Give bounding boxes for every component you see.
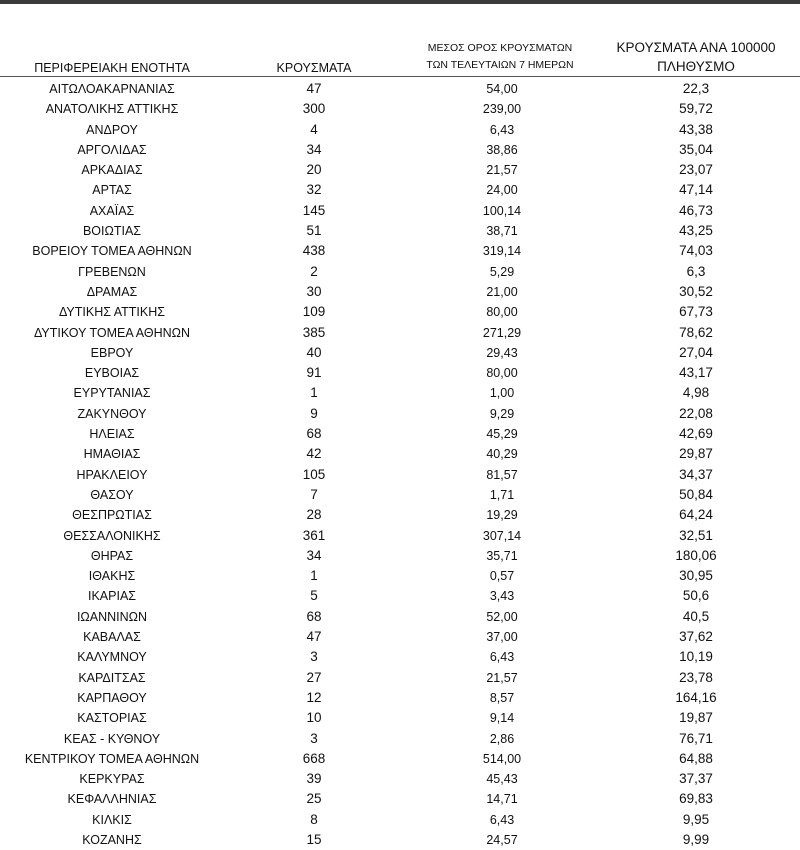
- cell-region: ΑΡΚΑΔΙΑΣ: [81, 163, 143, 178]
- cell-avg: 29,43: [486, 345, 518, 360]
- cell-cases: 10: [306, 710, 322, 726]
- cell-cases: 3: [310, 730, 318, 746]
- cell-region: ΘΗΡΑΣ: [90, 548, 134, 563]
- table-row: [0, 546, 800, 566]
- table-row: [0, 688, 800, 708]
- cell-region: ΔΥΤΙΚΟΥ ΤΟΜΕΑ ΑΘΗΝΩΝ: [33, 325, 191, 340]
- table-row: [0, 99, 800, 119]
- cell-per: 46,73: [679, 202, 713, 218]
- cell-per: 69,83: [679, 791, 713, 807]
- header-avg-line2: ΤΩΝ ΤΕΛΕΥΤΑΙΩΝ 7 ΗΜΕΡΩΝ: [426, 59, 574, 71]
- cell-cases: 34: [306, 141, 322, 157]
- cell-avg: 81,57: [486, 467, 518, 482]
- table-row: [0, 708, 800, 728]
- table-header: [0, 38, 800, 76]
- cell-cases: 30: [306, 283, 322, 299]
- cell-cases: 28: [306, 507, 322, 523]
- cell-region: ΚΑΣΤΟΡΙΑΣ: [77, 711, 147, 726]
- cell-avg: 19,29: [486, 508, 518, 523]
- cell-region: ΘΑΣΟΥ: [90, 487, 134, 502]
- cell-cases: 68: [306, 608, 322, 624]
- cell-cases: 361: [302, 527, 326, 543]
- cell-per: 43,17: [679, 365, 713, 381]
- table-row: [0, 526, 800, 546]
- table-row: [0, 79, 800, 99]
- header-per-line2: ΠΛΗΘΥΣΜΟ: [657, 59, 735, 74]
- cell-cases: 3: [310, 649, 318, 665]
- cell-region: ΚΕΝΤΡΙΚΟΥ ΤΟΜΕΑ ΑΘΗΝΩΝ: [24, 751, 200, 766]
- cell-region: ΚΕΦΑΛΛΗΝΙΑΣ: [67, 792, 157, 807]
- cell-region: ΔΥΤΙΚΗΣ ΑΤΤΙΚΗΣ: [59, 305, 165, 320]
- table-row: [0, 120, 800, 140]
- cell-region: ΚΑΒΑΛΑΣ: [83, 630, 141, 645]
- cell-cases: 1: [310, 568, 318, 584]
- cell-per: 35,04: [679, 141, 713, 157]
- cell-avg: 307,14: [482, 528, 522, 543]
- cell-avg: 45,43: [486, 772, 518, 787]
- cell-region: ΕΥΒΟΙΑΣ: [84, 366, 140, 381]
- cell-cases: 1: [310, 385, 318, 401]
- cell-per: 78,62: [679, 324, 713, 340]
- cell-per: 164,16: [675, 689, 717, 705]
- cell-avg: 1,00: [489, 386, 515, 401]
- cell-region: ΒΟΡΕΙΟΥ ΤΟΜΕΑ ΑΘΗΝΩΝ: [32, 244, 192, 259]
- cell-cases: 91: [306, 365, 322, 381]
- table-row: [0, 404, 800, 424]
- table-row: [0, 810, 800, 830]
- cell-per: 34,37: [679, 466, 713, 482]
- table-row: [0, 160, 800, 180]
- cell-avg: 2,86: [489, 731, 515, 746]
- header-region: ΠΕΡΙΦΕΡΕΙΑΚΗ ΕΝΟΤΗΤΑ: [34, 61, 190, 75]
- cell-avg: 9,14: [489, 711, 515, 726]
- cell-avg: 24,57: [486, 832, 518, 847]
- table-row: [0, 343, 800, 363]
- cell-region: ΔΡΑΜΑΣ: [86, 284, 138, 299]
- cell-per: 47,14: [679, 182, 713, 198]
- cell-per: 50,84: [679, 486, 713, 502]
- cell-cases: 105: [302, 466, 326, 482]
- cell-per: 22,3: [682, 81, 710, 96]
- cell-avg: 14,71: [486, 792, 518, 807]
- table-row: [0, 140, 800, 160]
- table-row: [0, 729, 800, 749]
- header-avg-line1: ΜΕΣΟΣ ΟΡΟΣ ΚΡΟΥΣΜΑΤΩΝ: [427, 42, 573, 54]
- cell-per: 67,73: [679, 304, 713, 320]
- cell-per: 64,24: [679, 507, 713, 523]
- table-row: [0, 830, 800, 850]
- cell-cases: 15: [306, 831, 322, 847]
- cell-cases: 39: [306, 771, 322, 787]
- cell-avg: 319,14: [482, 244, 522, 259]
- cell-avg: 54,00: [486, 82, 518, 96]
- table-row: [0, 363, 800, 383]
- table-row: [0, 465, 800, 485]
- cell-cases: 9: [310, 405, 318, 421]
- cell-region: ΖΑΚΥΝΘΟΥ: [77, 406, 147, 421]
- cell-per: 37,62: [679, 629, 713, 645]
- table-row: [0, 586, 800, 606]
- cell-cases: 47: [306, 81, 322, 96]
- cell-per: 43,38: [679, 121, 713, 137]
- table-row: [0, 201, 800, 221]
- cell-cases: 145: [302, 202, 326, 218]
- cell-region: ΚΑΡΔΙΤΣΑΣ: [78, 670, 146, 685]
- cell-region: ΗΛΕΙΑΣ: [89, 427, 135, 442]
- cell-cases: 34: [306, 547, 322, 563]
- cell-cases: 8: [310, 811, 318, 827]
- cell-avg: 6,43: [489, 812, 515, 827]
- cell-region: ΚΕΑΣ - ΚΥΘΝΟΥ: [63, 731, 161, 746]
- cell-per: 76,71: [679, 730, 713, 746]
- table-row: [0, 607, 800, 627]
- cell-per: 40,5: [682, 608, 710, 624]
- cell-region: ΚΙΛΚΙΣ: [92, 812, 132, 827]
- cell-per: 27,04: [679, 344, 713, 360]
- table-row: [0, 262, 800, 282]
- cell-region: ΒΟΙΩΤΙΑΣ: [82, 224, 142, 239]
- cell-cases: 51: [306, 223, 322, 239]
- cell-per: 180,06: [675, 547, 717, 563]
- table-row: [0, 221, 800, 241]
- table-row: [0, 505, 800, 525]
- table-body: [0, 79, 800, 850]
- cell-avg: 1,71: [489, 487, 515, 502]
- cell-cases: 40: [306, 344, 322, 360]
- table-row: [0, 627, 800, 647]
- cell-per: 19,87: [679, 710, 713, 726]
- cell-avg: 40,29: [486, 447, 518, 462]
- cell-per: 10,19: [679, 649, 713, 665]
- cell-cases: 47: [306, 629, 322, 645]
- cell-avg: 80,00: [486, 305, 518, 320]
- cell-avg: 6,43: [489, 650, 515, 665]
- cell-region: ΑΧΑΪΑΣ: [89, 203, 135, 218]
- cell-region: ΑΙΤΩΛΟΑΚΑΡΝΑΝΙΑΣ: [49, 82, 175, 96]
- cell-cases: 300: [302, 101, 326, 117]
- cell-per: 43,25: [679, 223, 713, 239]
- cell-per: 29,87: [679, 446, 713, 462]
- table-row: [0, 444, 800, 464]
- cell-region: ΘΕΣΠΡΩΤΙΑΣ: [72, 508, 152, 523]
- cell-per: 22,08: [679, 405, 713, 421]
- header-cases: ΚΡΟΥΣΜΑΤΑ: [276, 61, 352, 75]
- cell-avg: 3,43: [489, 589, 515, 604]
- cell-avg: 6,43: [489, 122, 515, 137]
- cell-region: ΑΡΓΟΛΙΔΑΣ: [77, 142, 147, 157]
- table-row: [0, 241, 800, 261]
- table-row: [0, 383, 800, 403]
- cell-region: ΚΟΖΑΝΗΣ: [82, 832, 142, 847]
- cell-per: 30,95: [679, 568, 713, 584]
- cell-per: 32,51: [679, 527, 713, 543]
- table-row: [0, 647, 800, 667]
- cell-per: 9,99: [682, 831, 710, 847]
- cell-avg: 45,29: [486, 427, 518, 442]
- cell-cases: 5: [310, 588, 318, 604]
- cell-cases: 27: [306, 669, 322, 685]
- top-border: [0, 0, 800, 4]
- cell-per: 74,03: [679, 243, 713, 259]
- table-row: [0, 789, 800, 809]
- cell-avg: 52,00: [486, 609, 518, 624]
- table-row: [0, 668, 800, 688]
- cell-cases: 668: [302, 750, 326, 766]
- cell-avg: 80,00: [486, 366, 518, 381]
- header-per-line1: ΚΡΟΥΣΜΑΤΑ ΑΝΑ 100000: [616, 40, 776, 55]
- cell-cases: 109: [302, 304, 326, 320]
- cell-avg: 21,57: [486, 163, 518, 178]
- cell-region: ΙΘΑΚΗΣ: [88, 569, 136, 584]
- table-row: [0, 180, 800, 200]
- cell-avg: 271,29: [482, 325, 522, 340]
- cell-cases: 20: [306, 162, 322, 178]
- cell-per: 50,6: [682, 588, 710, 604]
- header-underline: [0, 76, 800, 77]
- cell-per: 23,07: [679, 162, 713, 178]
- cell-region: ΕΥΡΥΤΑΝΙΑΣ: [73, 386, 151, 401]
- cell-avg: 239,00: [482, 102, 522, 117]
- cell-per: 30,52: [679, 283, 713, 299]
- cell-cases: 32: [306, 182, 322, 198]
- cell-region: ΗΡΑΚΛΕΙΟΥ: [76, 467, 148, 482]
- table-row: [0, 769, 800, 789]
- cell-per: 4,98: [682, 385, 710, 401]
- table-row: [0, 566, 800, 586]
- cell-per: 42,69: [679, 426, 713, 442]
- cell-cases: 7: [310, 486, 318, 502]
- cell-per: 9,95: [682, 811, 710, 827]
- cell-cases: 25: [306, 791, 322, 807]
- cell-region: ΑΡΤΑΣ: [92, 183, 132, 198]
- cell-avg: 21,00: [486, 284, 518, 299]
- cell-cases: 42: [306, 446, 322, 462]
- cell-avg: 0,57: [489, 569, 515, 584]
- table-row: [0, 302, 800, 322]
- cell-per: 6,3: [686, 263, 706, 279]
- cell-region: ΚΕΡΚΥΡΑΣ: [79, 772, 145, 787]
- cell-per: 59,72: [679, 101, 713, 117]
- cell-avg: 37,00: [486, 630, 518, 645]
- cell-region: ΗΜΑΘΙΑΣ: [83, 447, 141, 462]
- header-per: [596, 38, 796, 76]
- cell-avg: 38,71: [486, 224, 518, 239]
- cell-avg: 9,29: [489, 406, 515, 421]
- cell-cases: 2: [310, 263, 318, 279]
- cell-region: ΘΕΣΣΑΛΟΝΙΚΗΣ: [63, 528, 161, 543]
- cell-per: 23,78: [679, 669, 713, 685]
- cell-region: ΙΚΑΡΙΑΣ: [87, 589, 137, 604]
- cell-cases: 438: [302, 243, 326, 259]
- cell-region: ΑΝΑΤΟΛΙΚΗΣ ΑΤΤΙΚΗΣ: [45, 102, 179, 117]
- table-row: [0, 282, 800, 302]
- table-row: [0, 323, 800, 343]
- table-row: [0, 424, 800, 444]
- cell-region: ΚΑΡΠΑΘΟΥ: [77, 690, 147, 705]
- cell-avg: 24,00: [486, 183, 518, 198]
- table-row: [0, 749, 800, 769]
- cell-region: ΙΩΑΝΝΙΝΩΝ: [76, 609, 148, 624]
- header-avg: [408, 40, 592, 74]
- cell-avg: 21,57: [486, 670, 518, 685]
- cell-region: ΚΑΛΥΜΝΟΥ: [77, 650, 147, 665]
- table-row: [0, 485, 800, 505]
- cell-cases: 385: [302, 324, 326, 340]
- cell-region: ΓΡΕΒΕΝΩΝ: [78, 264, 146, 279]
- cell-avg: 35,71: [486, 548, 518, 563]
- cell-region: ΑΝΔΡΟΥ: [86, 122, 138, 137]
- cell-cases: 68: [306, 426, 322, 442]
- cell-per: 64,88: [679, 750, 713, 766]
- cell-avg: 8,57: [489, 690, 515, 705]
- cell-cases: 4: [310, 121, 318, 137]
- cell-avg: 514,00: [482, 751, 522, 766]
- cell-per: 37,37: [679, 771, 713, 787]
- cell-avg: 38,86: [486, 142, 518, 157]
- cell-region: ΕΒΡΟΥ: [90, 345, 134, 360]
- cell-avg: 100,14: [482, 203, 522, 218]
- cell-cases: 12: [306, 689, 322, 705]
- cell-avg: 5,29: [489, 264, 515, 279]
